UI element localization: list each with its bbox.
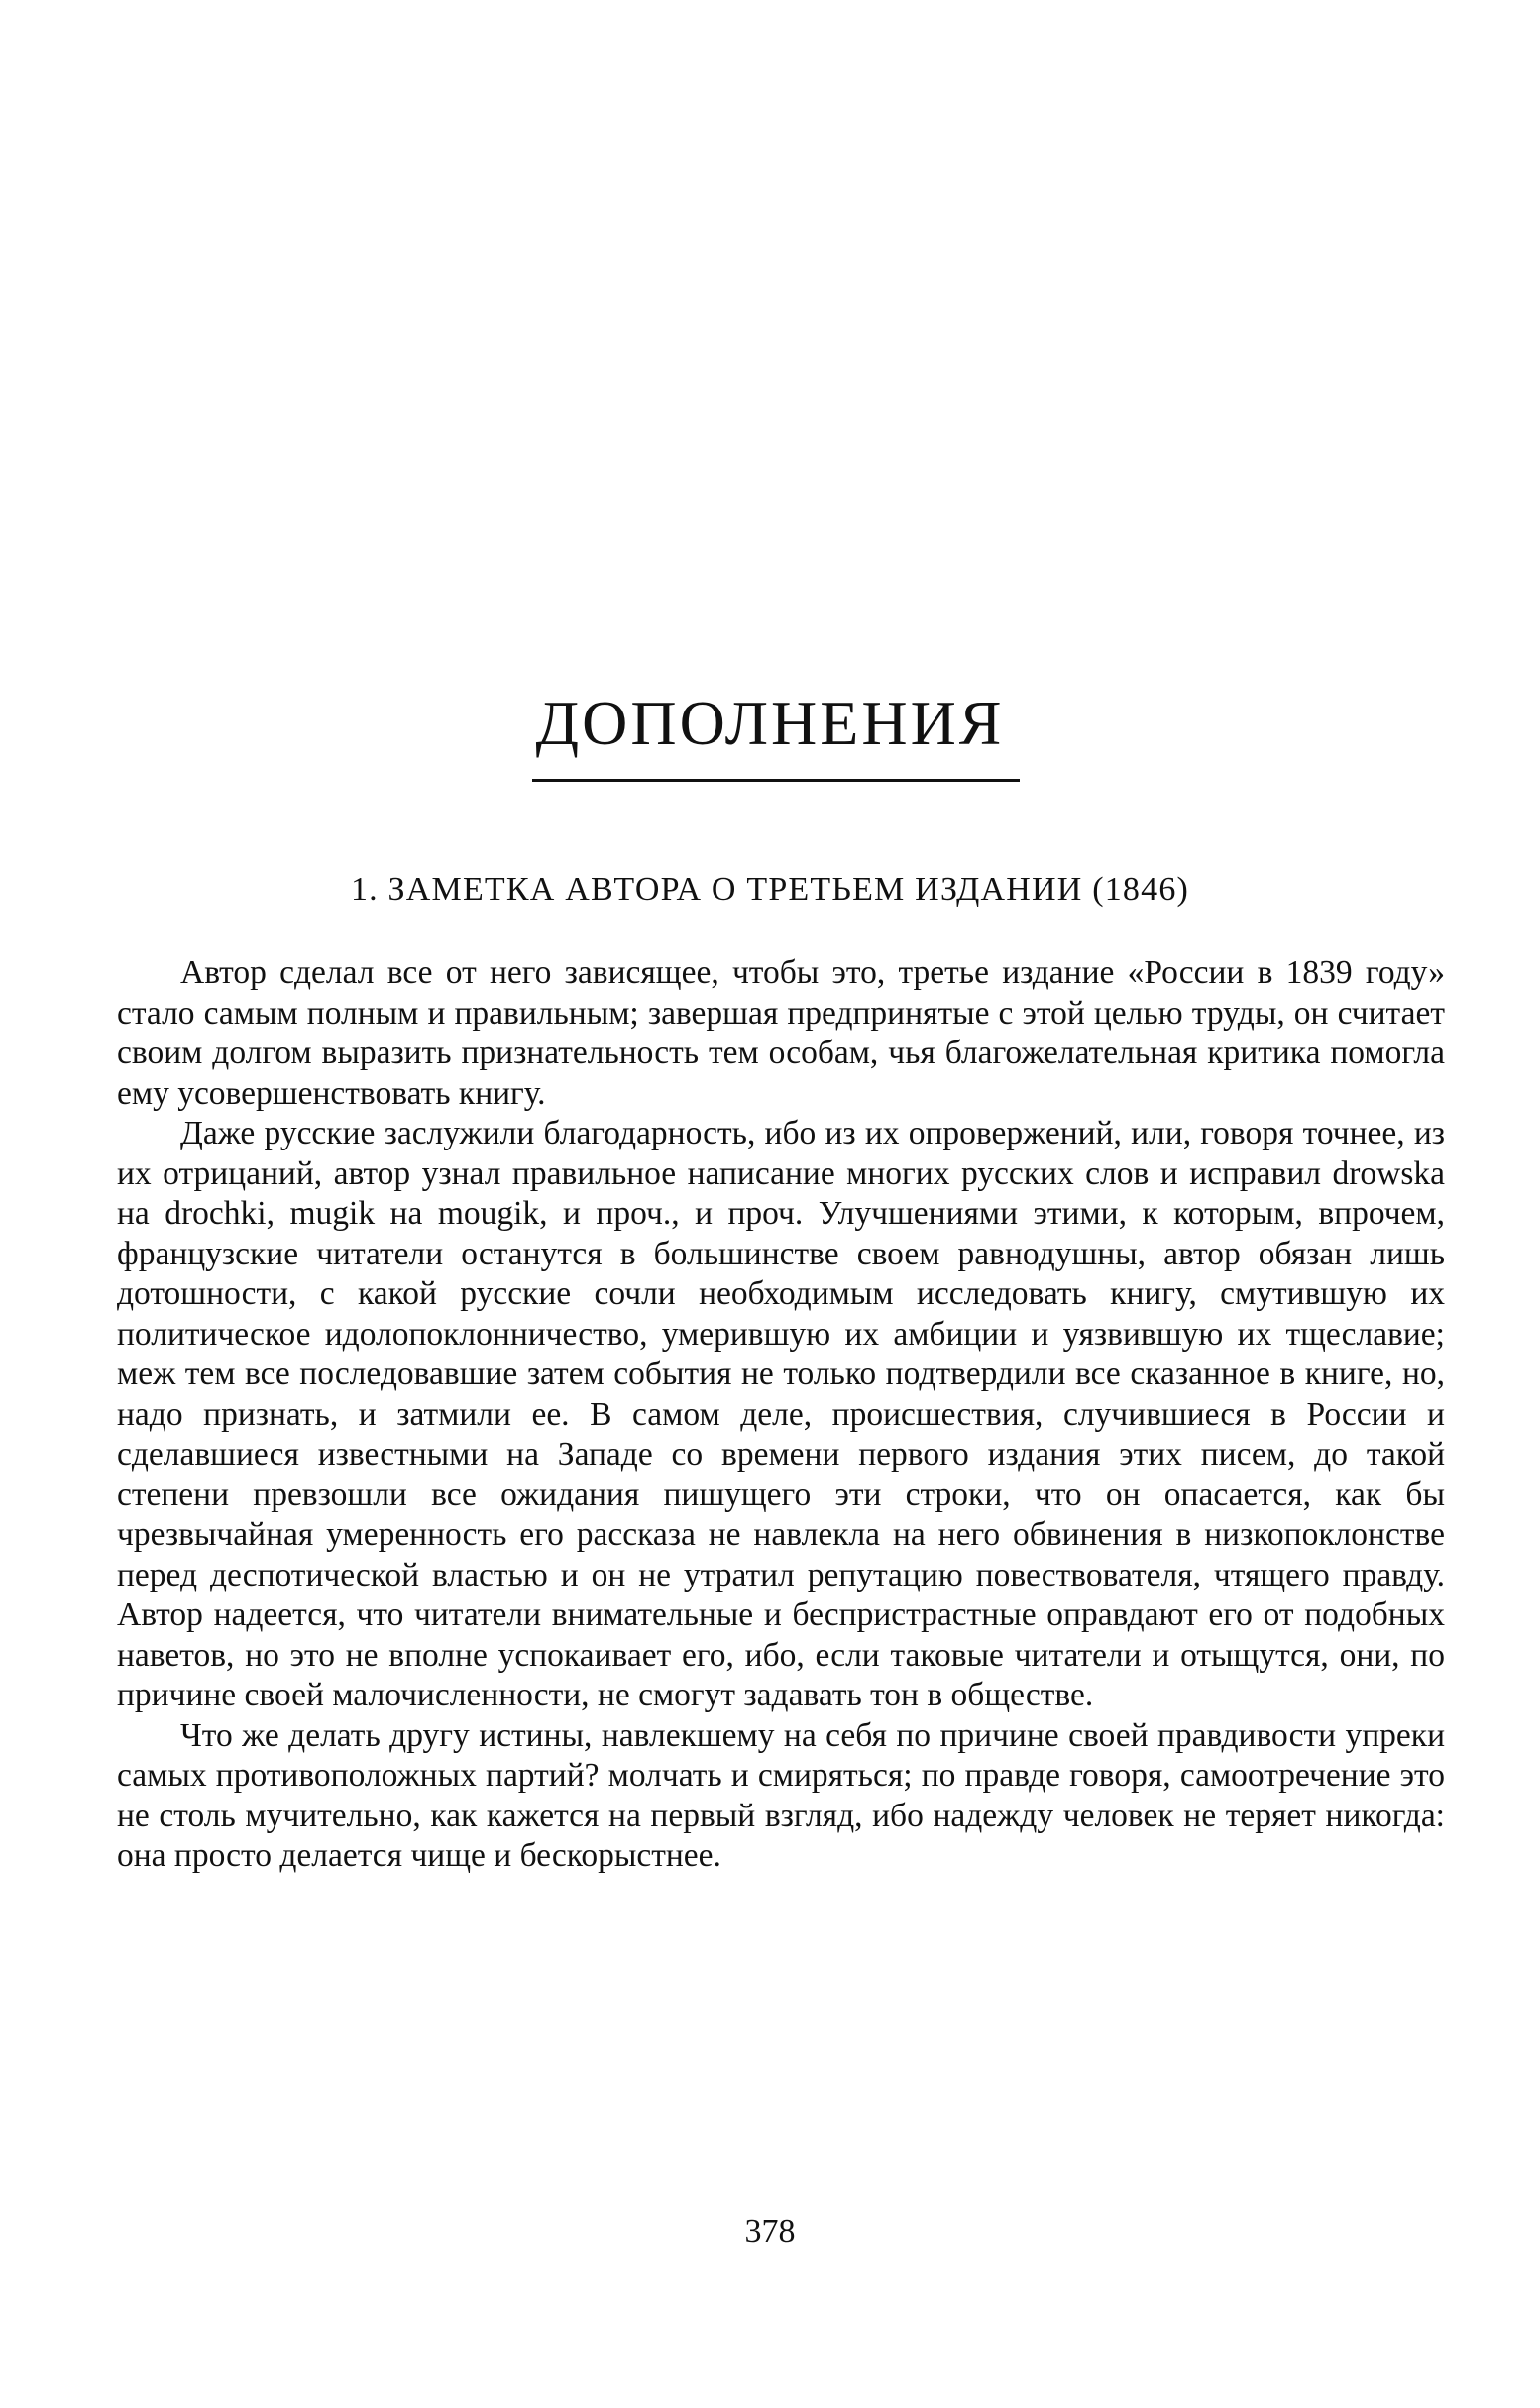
page-title: ДОПОЛНЕНИЯ [535,688,1005,758]
page-number: 378 [744,2213,796,2249]
paragraph-3: Что же делать другу истины, навлекшему на себя по причине своей правдивости упреки самых противоположных партий? молчать и смиряться; по правде говоря, самоотречение это не столь мучительно, как кажется на первый взгляд, ибо надежду человек не теряет никогда: она просто делается чище и бескорыстнее. [117,1716,1445,1874]
body-text [117,953,1445,1877]
section-title: 1. ЗАМЕТКА АВТОРА О ТРЕТЬЕМ ИЗДАНИИ (1846) [350,871,1190,908]
paragraph-1: Автор сделал все от него зависящее, чтобы это, третье издание «России в 1839 году» стало самым полным и правильным; завершая предпринятые с этой целью труды, он считает своим долгом выразить признательность тем особам, чья благожелательная критика помогла ему усовершенствовать книгу. [117,954,1445,1112]
paragraph-2: Даже русские заслужили благодарность, ибо из их опровержений, или, говоря точнее, из их отрицаний, автор узнал правильное написание многих русских слов и исправил drowska на drochki, mugik на mougik, и проч., и проч. Улучшениями этими, к которым, впрочем, французские читатели останутся в большинстве своем равнодушны, автор обязан лишь дотошности, с какой русские сочли необходимым исследовать книгу, смутившую их политическое идолопоклонничество, умерившую их амбиции и уязвившую их тщеславие; меж тем все последовавшие затем события не только подтвердили все сказанное в книге, но, надо признать, и затмили ее. В самом деле, происшествия, случившиеся в России и сделавшиеся известными на Западе со времени первого издания этих писем, до такой степени превзошли все ожидания пишущего эти строки, что он опасается, как бы чрезвычайная умеренность его рассказа не навлекла на него обвинения в низкопоклонстве перед деспотической властью и он не утратил репутацию повествователя, чтящего правду. Автор надеется, что читатели внимательные и беспристрастные оправдают его от подобных наветов, но это не вполне успокаивает его, ибо, если таковые читатели и отыщутся, они, по причине своей малочисленности, не смогут задавать тон в обществе. [117,1115,1445,1713]
heading-underline [532,779,1020,782]
